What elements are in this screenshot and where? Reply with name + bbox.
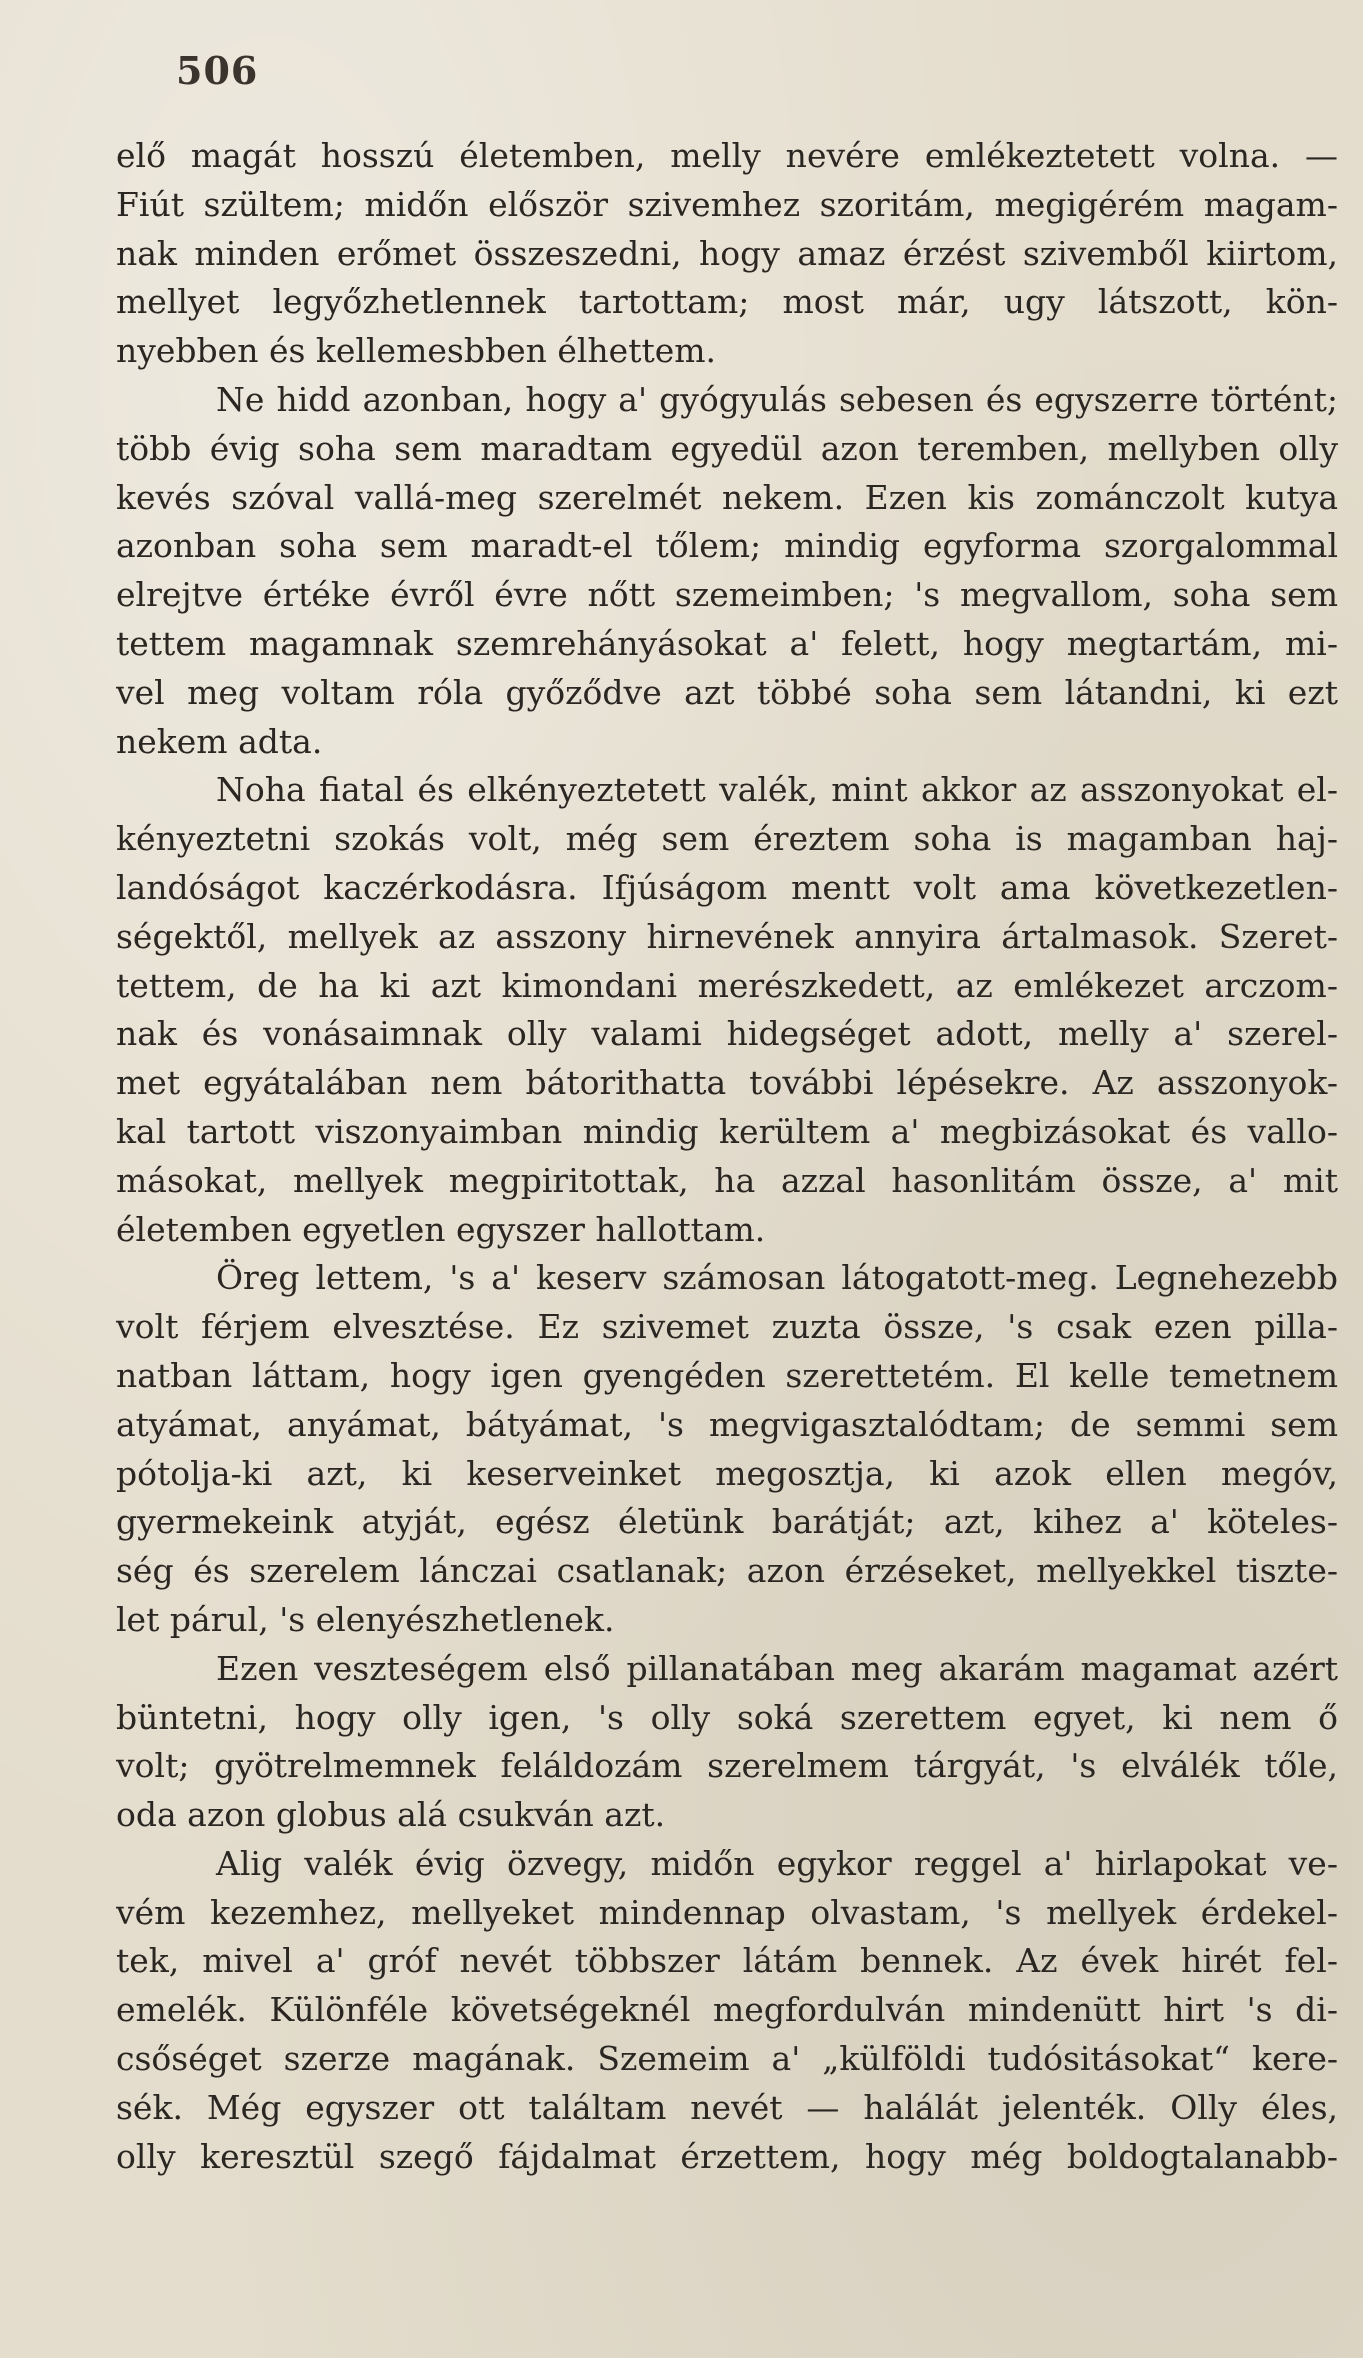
text-line: landóságot kaczérkodásra. Ifjúságom mentt volt ama következetlen- — [116, 867, 1338, 907]
text-line: gyermekeink atyját, egész életünk barátját; azt, kihez a' köteles- — [116, 1502, 1338, 1542]
text-line: natban láttam, hogy igen gyengéden szerettetém. El kelle temetnem — [116, 1355, 1338, 1395]
text-line: oda azon globus alá csukván azt. — [116, 1795, 666, 1835]
text-line: másokat, mellyek megpiritottak, ha azzal hasonlitám össze, a' mit — [116, 1160, 1338, 1200]
text-line: kevés szóval vallá-meg szerelmét nekem. Ezen kis zománczolt kutya — [116, 477, 1338, 517]
text-line: büntetni, hogy olly igen, 's olly soká szerettem egyet, ki nem ő — [116, 1697, 1338, 1737]
text-line: tek, mivel a' gróf nevét többszer látám bennek. Az évek hirét fel- — [116, 1941, 1338, 1981]
text-line: olly keresztül szegő fájdalmat érzettem, hogy még boldogtalanabb- — [116, 2136, 1338, 2176]
text-line: tettem, de ha ki azt kimondani merészkedett, az emlékezet arczom- — [116, 965, 1338, 1005]
text-line: ség és szerelem lánczai csatlanak; azon érzéseket, mellyekkel tiszte- — [116, 1551, 1338, 1591]
text-line: mellyet legyőzhetlennek tartottam; most már, ugy látszott, kön- — [116, 282, 1338, 322]
text-line: Fiút szültem; midőn először szivemhez szoritám, megigérém magam- — [116, 184, 1338, 224]
text-line: csőséget szerze magának. Szemeim a' „külföldi tudósitásokat“ kere- — [116, 2039, 1338, 2079]
text-line: Ezen veszteségem első pillanatában meg akarám magamat azért — [216, 1648, 1338, 1688]
text-line: pótolja-ki azt, ki keserveinket megosztja, ki azok ellen megóv, — [116, 1453, 1338, 1493]
text-line: met egyátalában nem bátorithatta további lépésekre. Az asszonyok- — [116, 1063, 1338, 1103]
text-line: Ne hidd azonban, hogy a' gyógyulás sebesen és egyszerre történt; — [216, 379, 1338, 419]
text-line: vém kezemhez, mellyeket mindennap olvastam, 's mellyek érdekel- — [116, 1892, 1338, 1932]
text-line: volt férjem elvesztése. Ez szivemet zuzta össze, 's csak ezen pilla- — [116, 1307, 1338, 1347]
text-line: nyebben és kellemesbben élhettem. — [116, 331, 717, 371]
text-line: emelék. Különféle követségeknél megfordulván mindenütt hirt 's di- — [116, 1990, 1338, 2030]
body-text — [116, 132, 1338, 2181]
text-line: Noha fiatal és elkényeztetett valék, mint akkor az asszonyokat el- — [216, 770, 1338, 810]
text-line: nekem adta. — [116, 721, 323, 761]
text-line: tettem magamnak szemrehányásokat a' felett, hogy megtartám, mi- — [116, 623, 1338, 663]
text-line: Öreg lettem, 's a' keserv számosan látogatott-meg. Legnehezebb — [216, 1258, 1338, 1298]
text-line: volt; gyötrelmemnek feláldozám szerelmem tárgyát, 's elválék tőle, — [116, 1746, 1338, 1786]
text-line: kal tartott viszonyaimban mindig kerültem a' megbizásokat és vallo- — [116, 1111, 1338, 1151]
text-line: ségektől, mellyek az asszony hirnevének annyira ártalmasok. Szeret- — [116, 916, 1338, 956]
text-line: Alig valék évig özvegy, midőn egykor reggel a' hirlapokat ve- — [216, 1843, 1338, 1883]
text-line: vel meg voltam róla győződve azt többé soha sem látandni, ki ezt — [116, 672, 1338, 712]
text-line: nak és vonásaimnak olly valami hidegséget adott, melly a' szerel- — [116, 1014, 1338, 1054]
text-line: sék. Még egyszer ott találtam nevét — halálát jelenték. Olly éles, — [116, 2087, 1338, 2127]
text-line: let párul, 's elenyészhetlenek. — [116, 1599, 615, 1639]
text-line: atyámat, anyámat, bátyámat, 's megvigasztalódtam; de semmi sem — [116, 1404, 1338, 1444]
text-line: elő magát hosszú életemben, melly nevére emlékeztetett volna. — — [116, 136, 1338, 175]
text-line: életemben egyetlen egyszer hallottam. — [116, 1209, 766, 1249]
text-line: kényeztetni szokás volt, még sem éreztem soha is magamban haj- — [116, 819, 1338, 859]
text-line: elrejtve értéke évről évre nőtt szemeimben; 's megvallom, soha sem — [116, 575, 1338, 615]
text-line: több évig soha sem maradtam egyedül azon teremben, mellyben olly — [116, 428, 1338, 468]
text-line: nak minden erőmet összeszedni, hogy amaz érzést szivemből kiirtom, — [116, 233, 1338, 273]
text-line: azonban soha sem maradt-el tőlem; mindig egyforma szorgalommal — [116, 526, 1338, 566]
page-number: 506 — [176, 48, 259, 93]
